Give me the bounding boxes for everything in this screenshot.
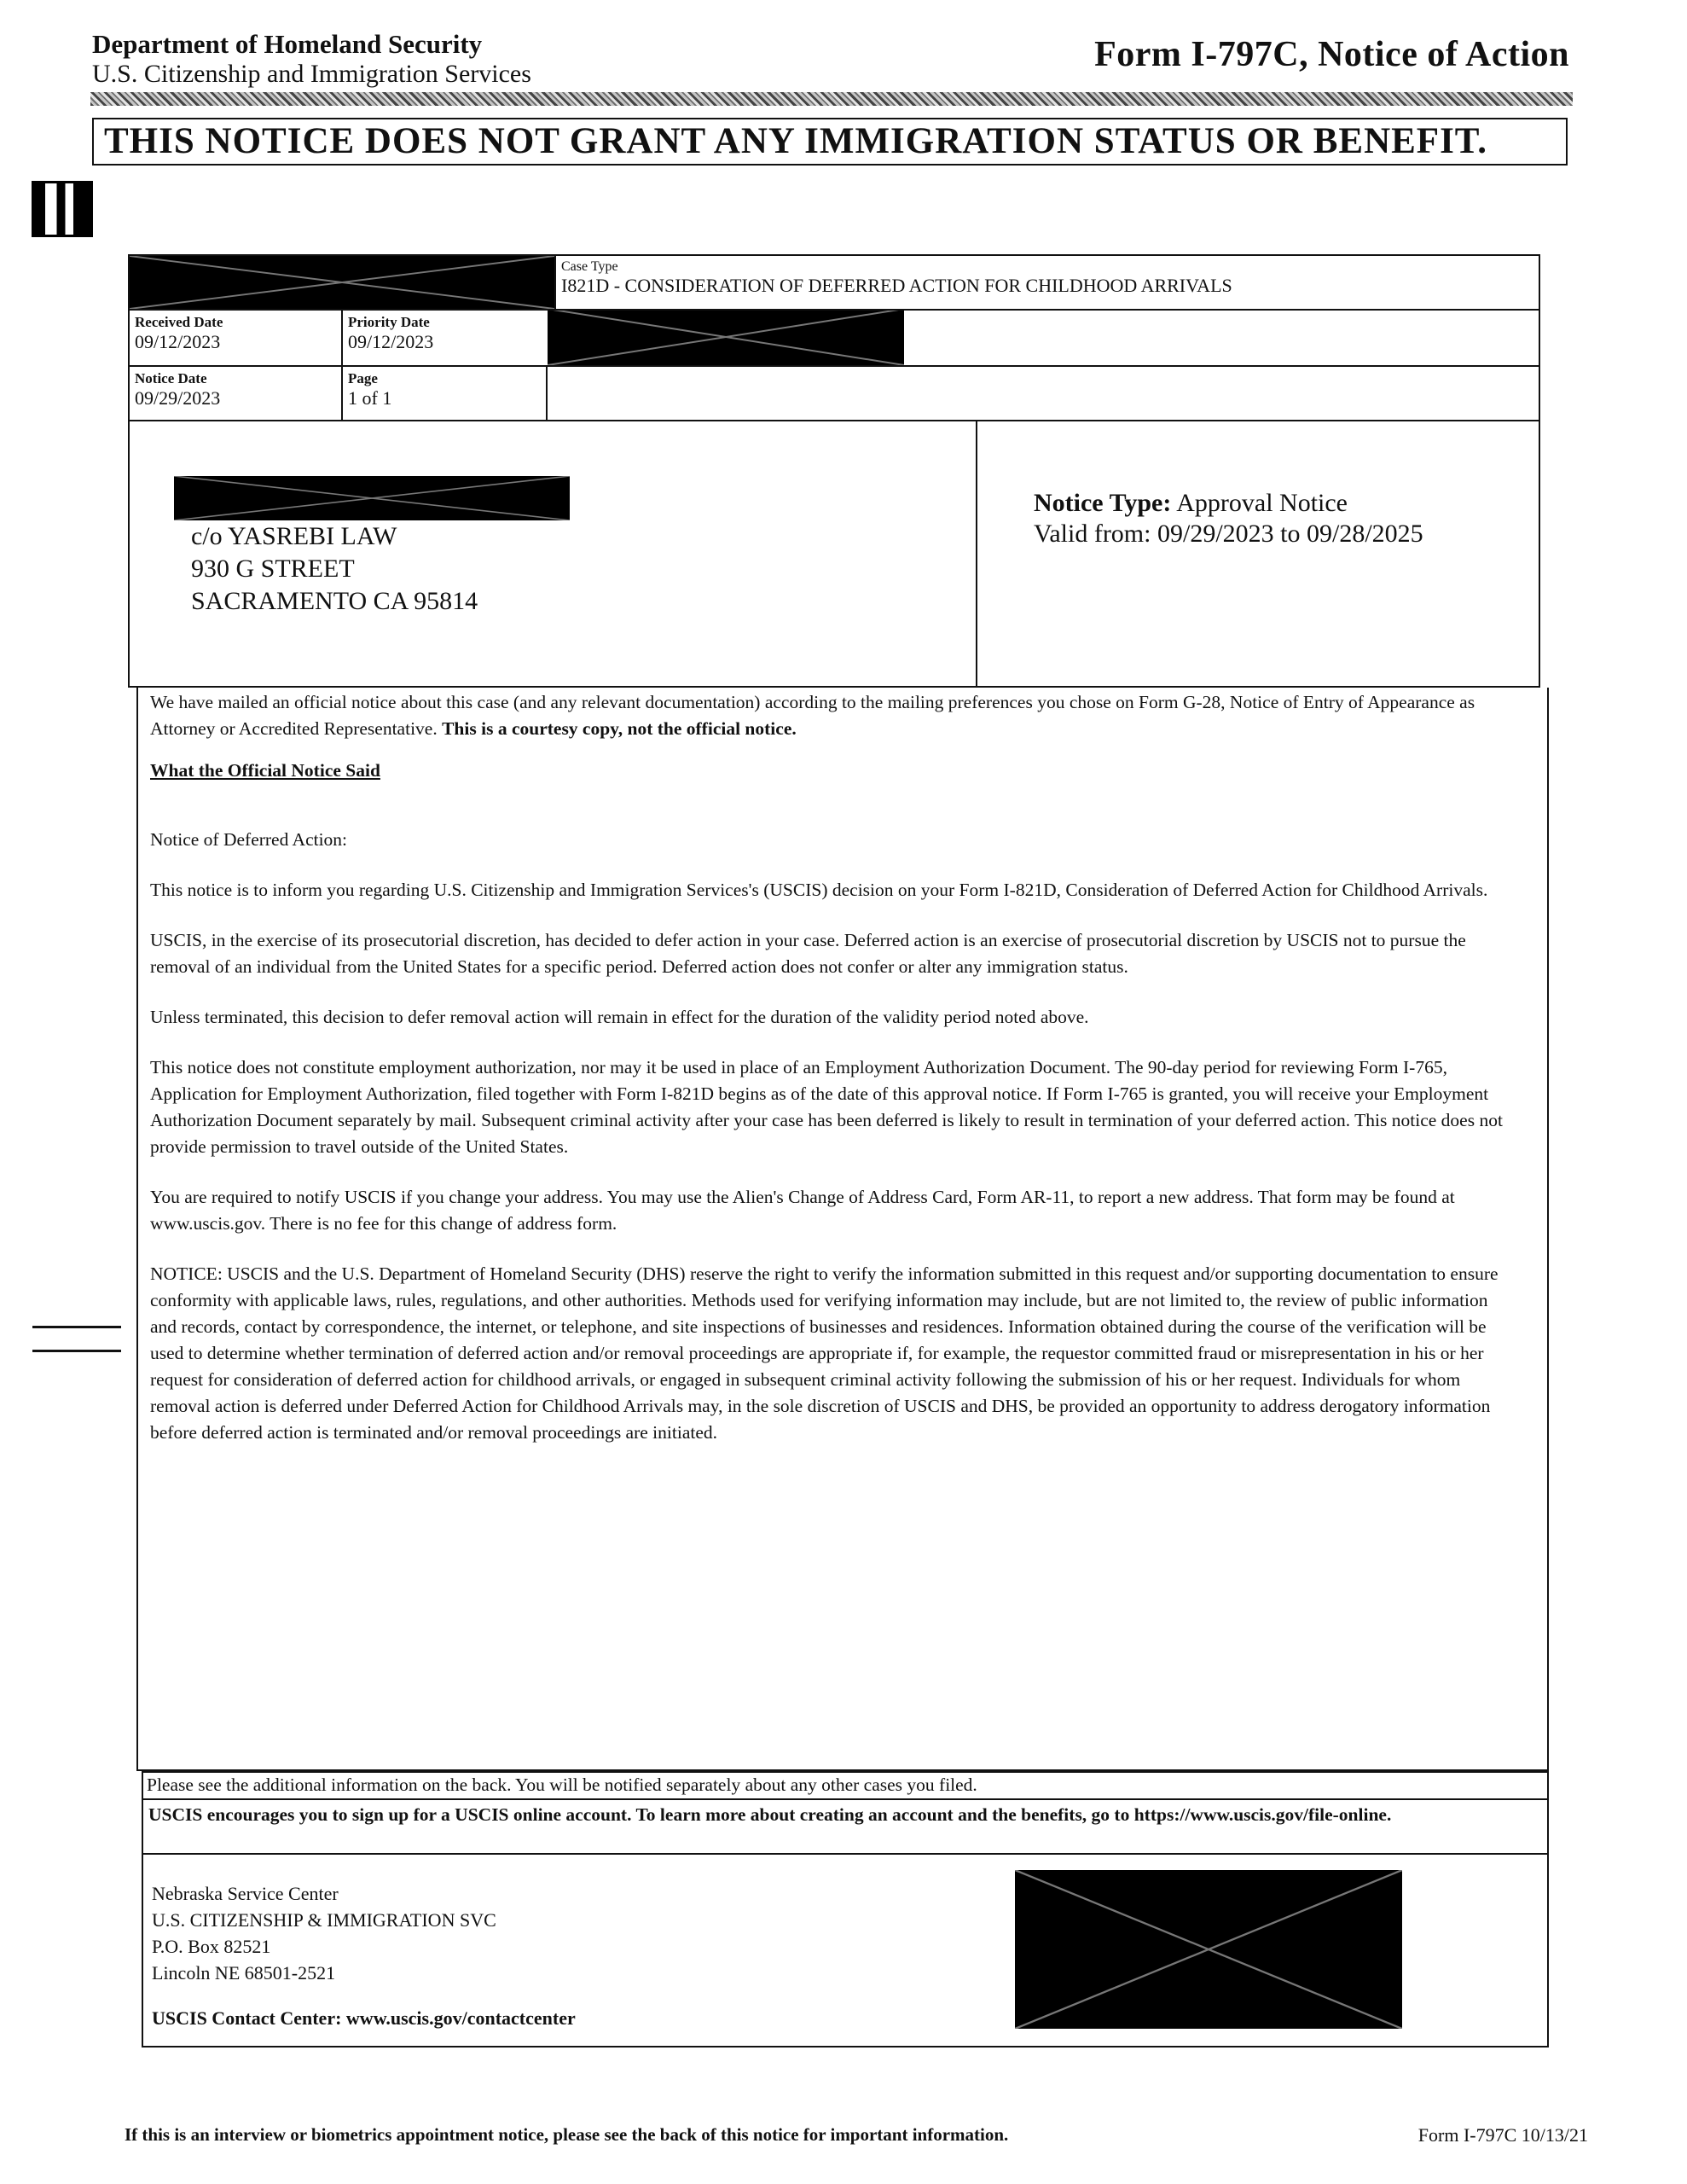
address-line-2: 930 G STREET	[191, 555, 355, 583]
mailing-address	[191, 520, 478, 618]
contact-center-text: USCIS Contact Center: www.uscis.gov/contactcenter	[152, 2007, 576, 2029]
received-date-label: Received Date	[135, 314, 223, 330]
paragraph-change-of-address: You are required to notify USCIS if you change your address. You may use the Alien's Change of Address Card, Form AR-11, to report a new address. That form may be found at www.uscis.gov. There is no fee for this change of address form.	[150, 1187, 1455, 1234]
bottom-note: If this is an interview or biometrics appointment notice, please see the back of this notice for important information.	[125, 2124, 1009, 2145]
notice-type-value: Approval Notice	[1176, 489, 1348, 517]
paragraph-prosecutorial-discretion: USCIS, in the exercise of its prosecutorial discretion, has decided to defer action in your case. Deferred action is an exercise of prosecutorial discretion by USCIS not to pursue the removal of an individual from the United States for a specific period. Deferred action does not confer or alter any immigration status.	[150, 930, 1466, 977]
address-divider	[976, 421, 977, 688]
center-line-1: Nebraska Service Center	[152, 1883, 339, 1904]
priority-date-value: 09/12/2023	[348, 331, 434, 352]
address-line-1: c/o YASREBI LAW	[191, 522, 397, 550]
notice-type-block	[1034, 488, 1423, 549]
paragraph-verification-notice: NOTICE: USCIS and the U.S. Department of Homeland Security (DHS) reserve the right to verify the information submitted in this request and/or supporting documentation to ensure conformity with applicable laws, rules, regulations, and other authorities. Methods used for verifying information may include, but are not limited to, the review of public information and records, contact by correspondence, the internet, or telephone, and site inspections of businesses and residences. Information obtained during the course of the verification will be used to determine whether termination of deferred action and/or removal proceedings are appropriate if, for example, the requestor committed fraud or misrepresentation in his or her request for consideration of deferred action for childhood arrivals, or engaged in subsequent criminal activity following the submission of his or her request. Individuals for whom removal action is deferred under Deferred Action for Childhood Arrivals may, in the sole discretion of USCIS and DHS, be provided an opportunity to address derogatory information before deferred action is terminated and/or removal proceedings are initiated.	[150, 1263, 1499, 1443]
online-account-box	[142, 1798, 1549, 1855]
form-identifier: Form I-797C 10/13/21	[1417, 2124, 1588, 2146]
paragraph-validity: Unless terminated, this decision to defer removal action will remain in effect for the duration of the validity period noted above.	[150, 1007, 1089, 1027]
page-value: 1 of 1	[348, 387, 392, 409]
address-line-3: SACRAMENTO CA 95814	[191, 587, 478, 615]
redacted-barcode	[1015, 1870, 1402, 2029]
intro-text: We have mailed an official notice about this case (and any relevant documentation) according to the mailing preferences you chose on Form G-28, Notice of Entry of Appearance as Attorney or Accredited Representative.	[150, 692, 1475, 739]
service-center-box	[142, 1853, 1549, 2048]
page-label: Page	[348, 370, 378, 386]
notice-date-cell	[130, 365, 341, 420]
paragraph-notice-of-deferred-action: Notice of Deferred Action:	[150, 829, 348, 850]
additional-info-box	[142, 1771, 1549, 1800]
paragraph-decision: This notice is to inform you regarding U.S. Citizenship and Immigration Services's (USCIS) decision on your Form I-821D, Consideration of Deferred Action for Childhood Arrivals.	[150, 880, 1488, 900]
center-line-3: P.O. Box 82521	[152, 1936, 271, 1957]
header-divider	[90, 92, 1573, 106]
redacted-applicant-number	[548, 309, 904, 365]
case-info-box	[128, 254, 1540, 421]
notice-date-label: Notice Date	[135, 370, 207, 386]
status-banner: THIS NOTICE DOES NOT GRANT ANY IMMIGRATION STATUS OR BENEFIT.	[92, 118, 1568, 166]
case-type-label: Case Type	[561, 259, 618, 274]
valid-from-value: 09/29/2023 to 09/28/2025	[1157, 520, 1423, 548]
center-line-2: U.S. CITIZENSHIP & IMMIGRATION SVC	[152, 1909, 496, 1931]
service-center-address	[152, 1880, 496, 1986]
redacted-applicant-name	[174, 476, 570, 520]
received-date-value: 09/12/2023	[135, 331, 221, 352]
margin-mark	[32, 1350, 121, 1352]
notice-date-value: 09/29/2023	[135, 387, 221, 409]
agency-name: Department of Homeland Security	[92, 29, 483, 59]
row2-right-border	[548, 309, 1539, 311]
priority-date-label: Priority Date	[348, 314, 430, 330]
margin-mark	[32, 1326, 121, 1328]
row3-top-border	[548, 365, 1539, 367]
barcode-icon	[34, 183, 90, 235]
notice-type-label: Notice Type:	[1034, 489, 1172, 517]
received-date-cell	[130, 309, 341, 365]
section-heading: What the Official Notice Said	[150, 760, 380, 781]
form-title: Form I-797C, Notice of Action	[1094, 35, 1569, 74]
redacted-receipt-number	[130, 256, 554, 309]
case-type-cell	[554, 256, 1539, 309]
agency-subname: U.S. Citizenship and Immigration Services	[92, 60, 531, 88]
center-line-4: Lincoln NE 68501-2521	[152, 1962, 336, 1984]
valid-from-label: Valid from:	[1034, 520, 1151, 548]
priority-date-cell	[341, 309, 548, 365]
online-account-text: USCIS encourages you to sign up for a USCIS online account. To learn more about creating an account and the benefits, go to https://www.uscis.gov/file-online.	[148, 1804, 1392, 1825]
additional-info-text: Please see the additional information on the back. You will be notified separately about any other cases you filed.	[147, 1774, 977, 1795]
paragraph-employment-authorization: This notice does not constitute employment authorization, nor may it be used in place of an Employment Authorization Document. The 90-day period for reviewing Form I-765, Application for Employment Authorization, filed together with Form I-821D begins as of the date of this approval notice. If Form I-765 is granted, you will receive your Employment Authorization Document separately by mail. Subsequent criminal activity after your case has been deferred is likely to result in termination of your deferred action. This notice does not provide permission to travel outside of the United States.	[150, 1057, 1503, 1157]
intro-bold-text: This is a courtesy copy, not the official notice.	[442, 718, 797, 739]
case-type-value: I821D - CONSIDERATION OF DEFERRED ACTION FOR CHILDHOOD ARRIVALS	[561, 275, 1232, 296]
page-cell	[341, 365, 548, 420]
address-notice-box	[128, 421, 1540, 688]
notice-body	[150, 689, 1515, 1470]
